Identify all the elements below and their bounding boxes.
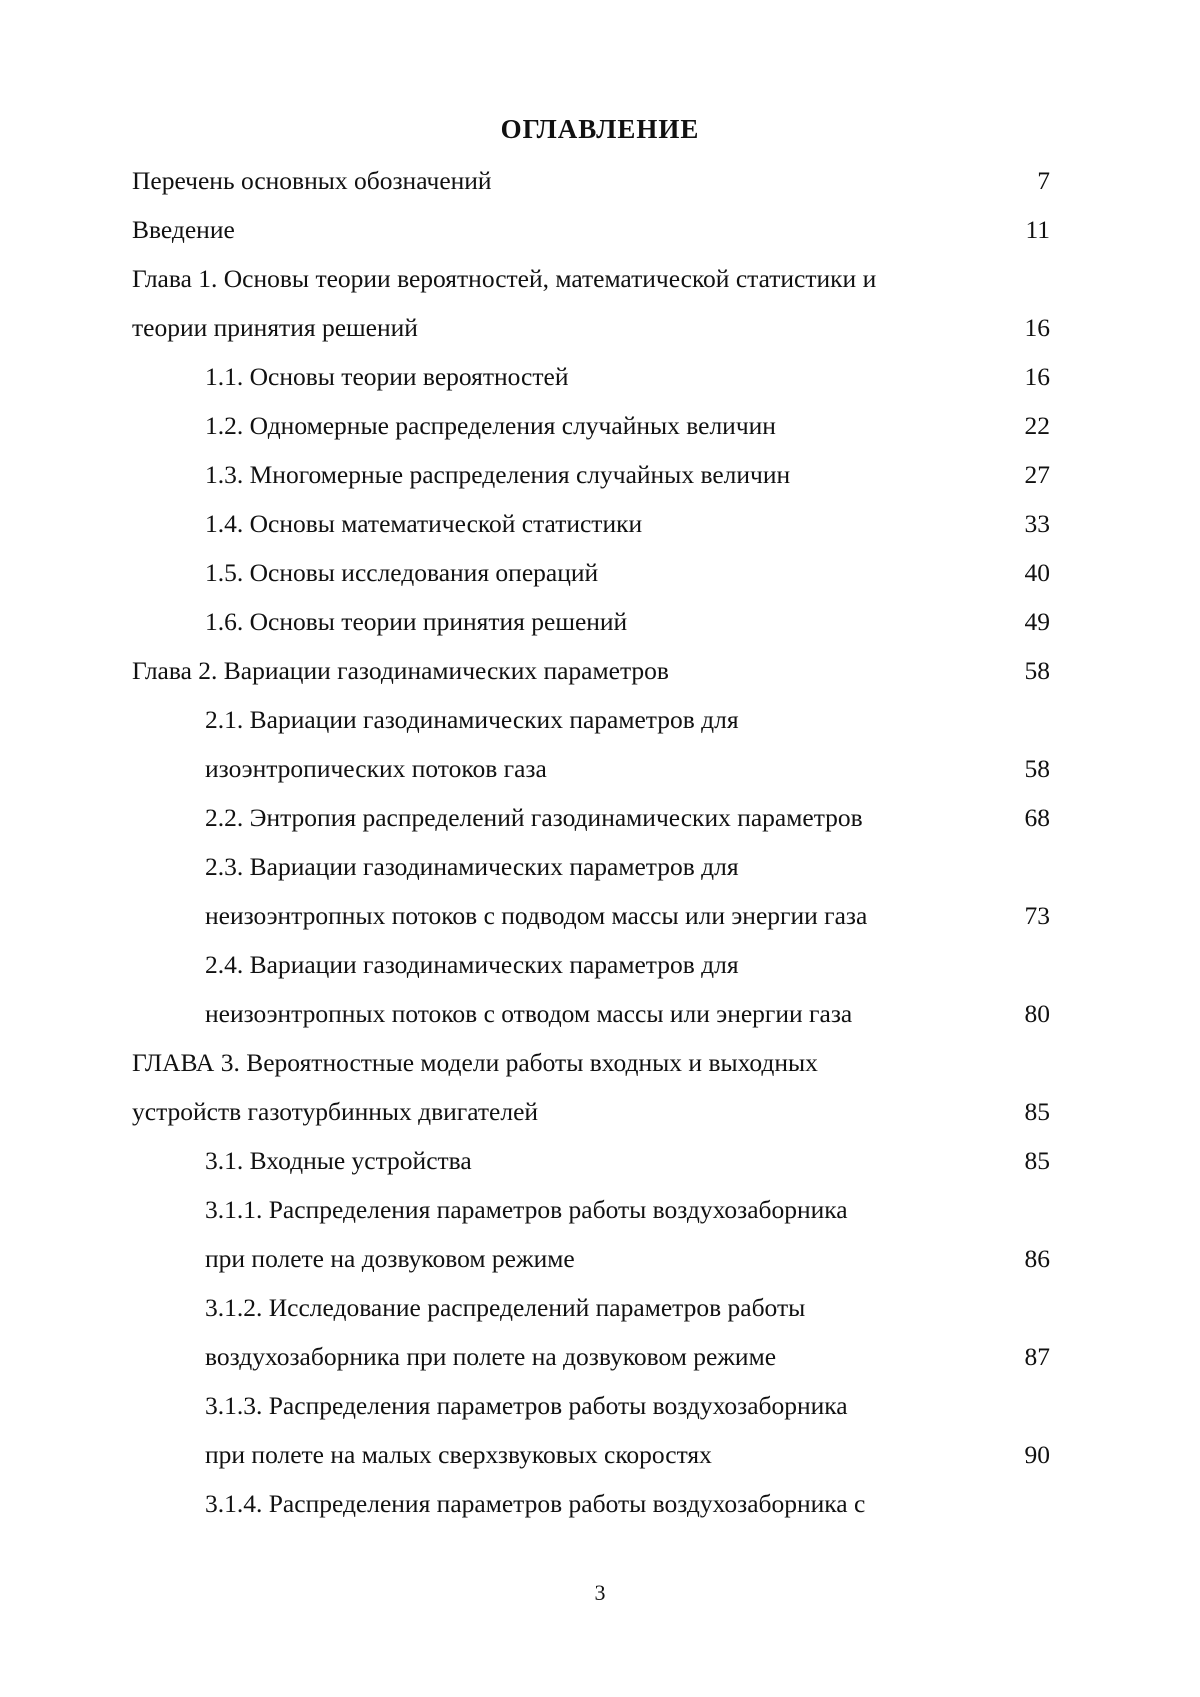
toc-entry-page: 58: [1024, 754, 1050, 783]
toc-entry: [132, 895, 1050, 944]
toc-entry: [132, 650, 1050, 699]
toc-entry-text: 3.1.3. Распределения параметров работы воздухозаборника: [205, 1391, 848, 1420]
toc-entry-text: Введение: [132, 215, 235, 244]
page-number: 3: [594, 1580, 606, 1605]
toc-entry-page: 80: [1024, 999, 1050, 1028]
toc-entry-text: 2.4. Вариации газодинамических параметров для: [205, 950, 739, 979]
toc-entry-page: 22: [1024, 411, 1050, 440]
toc-entry-text: 1.2. Одномерные распределения случайных величин: [205, 411, 776, 440]
toc-entry: [132, 503, 1050, 552]
toc-entry: [132, 1042, 1050, 1091]
toc-entry-text: при полете на малых сверхзвуковых скоростях: [205, 1440, 712, 1469]
toc-entry-text: 1.3. Многомерные распределения случайных величин: [205, 460, 791, 489]
toc-entry: [132, 356, 1050, 405]
toc-entry: [132, 1140, 1050, 1189]
toc-entry-text: 2.3. Вариации газодинамических параметров для: [205, 852, 739, 881]
toc-entry-text: 3.1.2. Исследование распределений параметров работы: [205, 1293, 806, 1322]
toc-entry: [132, 307, 1050, 356]
toc-entry: [132, 1189, 1050, 1238]
toc-entry-text: неизоэнтропных потоков с отводом массы или энергии газа: [205, 999, 853, 1028]
toc-entry-page: 86: [1024, 1244, 1050, 1273]
toc-entry: [132, 797, 1050, 846]
toc-entry: [132, 1483, 1050, 1532]
page-title: ОГЛАВЛЕНИЕ: [500, 114, 700, 144]
toc-entry: [132, 748, 1050, 797]
toc-entry-page: 73: [1024, 901, 1050, 930]
toc-entry-text: 2.2. Энтропия распределений газодинамических параметров: [205, 803, 863, 832]
toc-entry: [132, 1434, 1050, 1483]
toc-entry-text: воздухозаборника при полете на дозвуковом режиме: [205, 1342, 777, 1371]
toc-entry: [132, 699, 1050, 748]
toc-entry: [132, 1091, 1050, 1140]
toc-entry: [132, 1385, 1050, 1434]
table-of-contents: [132, 160, 1050, 1532]
toc-entry-page: 40: [1024, 558, 1050, 587]
toc-entry: [132, 1287, 1050, 1336]
toc-entry-text: 1.5. Основы исследования операций: [205, 558, 599, 587]
toc-entry-page: 33: [1024, 509, 1050, 538]
toc-entry: [132, 160, 1050, 209]
toc-entry: [132, 846, 1050, 895]
toc-entry-page: 68: [1024, 803, 1050, 832]
toc-entry: [132, 209, 1050, 258]
toc-entry-text: неизоэнтропных потоков с подводом массы или энергии газа: [205, 901, 868, 930]
toc-entry: [132, 1336, 1050, 1385]
toc-entry-text: теории принятия решений: [132, 313, 418, 342]
toc-entry: [132, 1238, 1050, 1287]
toc-entry: [132, 601, 1050, 650]
toc-entry-text: 2.1. Вариации газодинамических параметров для: [205, 705, 739, 734]
toc-entry-page: 11: [1025, 215, 1050, 244]
toc-entry-text: 1.4. Основы математической статистики: [205, 509, 643, 538]
toc-entry: [132, 258, 1050, 307]
toc-entry-page: 87: [1024, 1342, 1050, 1371]
toc-entry-text: при полете на дозвуковом режиме: [205, 1244, 575, 1273]
toc-entry: [132, 552, 1050, 601]
toc-entry-text: Глава 2. Вариации газодинамических параметров: [132, 656, 669, 685]
toc-entry-text: устройств газотурбинных двигателей: [132, 1097, 539, 1126]
toc-entry-text: Глава 1. Основы теории вероятностей, математической статистики и: [132, 264, 877, 293]
toc-entry-page: 85: [1024, 1097, 1050, 1126]
toc-entry-text: ГЛАВА 3. Вероятностные модели работы входных и выходных: [132, 1048, 818, 1077]
toc-entry-text: 3.1.1. Распределения параметров работы воздухозаборника: [205, 1195, 848, 1224]
toc-entry-text: 1.1. Основы теории вероятностей: [205, 362, 569, 391]
toc-entry: [132, 993, 1050, 1042]
toc-entry-page: 90: [1024, 1440, 1050, 1469]
toc-entry: [132, 454, 1050, 503]
toc-entry-page: 16: [1024, 362, 1050, 391]
toc-entry-text: Перечень основных обозначений: [132, 166, 492, 195]
toc-entry-text: 3.1. Входные устройства: [205, 1146, 472, 1175]
toc-entry-page: 58: [1024, 656, 1050, 685]
toc-entry-page: 7: [1037, 166, 1050, 195]
toc-entry-text: 3.1.4. Распределения параметров работы воздухозаборника с: [205, 1489, 866, 1518]
toc-entry-text: 1.6. Основы теории принятия решений: [205, 607, 628, 636]
toc-entry-page: 16: [1024, 313, 1050, 342]
toc-entry-page: 85: [1024, 1146, 1050, 1175]
toc-entry-text: изоэнтропических потоков газа: [205, 754, 547, 783]
toc-entry-page: 49: [1024, 607, 1050, 636]
toc-entry-page: 27: [1024, 460, 1050, 489]
toc-entry: [132, 944, 1050, 993]
toc-entry: [132, 405, 1050, 454]
